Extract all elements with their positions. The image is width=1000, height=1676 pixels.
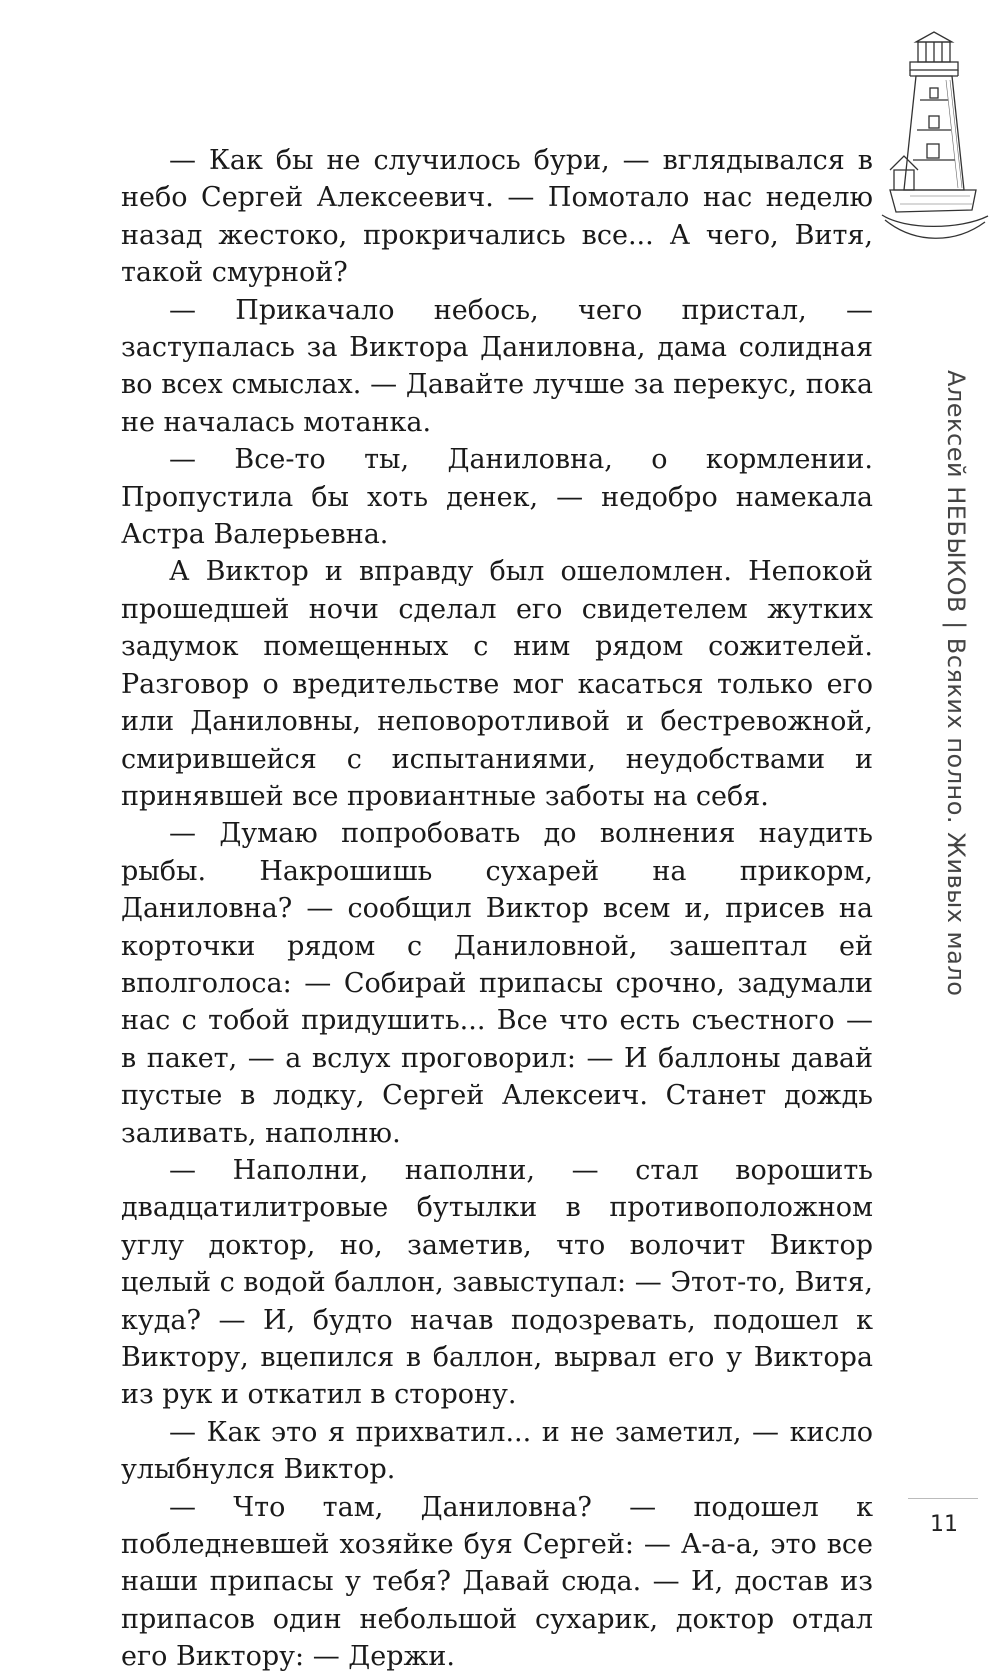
page-number-rule — [908, 1498, 978, 1499]
paragraph: — Думаю попробовать до волнения наудить рыбы. Накрошишь сухарей на прикорм, Даниловна? — сообщил Виктор всем и, присев на корточки рядом с Даниловной, зашептал ей вполголоса: — Собирай припасы срочно, задумали нас с тобой придушить... Все что есть съестного — в пакет, — а вслух проговорил: — И баллоны давай пустые в лодку, Сергей Алексеич. Станет дождь заливать, наполню. — [121, 818, 873, 1149]
paragraph: — Прикачало небось, чего пристал, — заступалась за Виктора Даниловна, дама солидная во всех смыслах. — Давайте лучше за перекус, пока не началась мотанка. — [121, 294, 873, 438]
paragraph: — Все-то ты, Даниловна, о кормлении. Пропустила бы хоть денек, — недобро намекала Астра Валерьевна. — [121, 444, 873, 551]
lighthouse-illustration — [880, 30, 990, 245]
paragraph: — Как это я прихватил... и не заметил, — кисло улыбнулся Виктор. — [121, 1416, 873, 1486]
paragraph: А Виктор и вправду был ошеломлен. Непокой прошедшей ночи сделал его свидетелем жутких задумок помещенных с ним рядом сожителей. Разговор о вредительстве мог касаться только его или Даниловны, неповоротливой и бестревожной, смирившейся с испытаниями, неудобствами и принявшей все провиантные заботы на себя. — [121, 556, 873, 812]
body-text — [121, 142, 873, 1676]
page-number: 11 — [930, 1512, 958, 1537]
paragraph: — Как бы не случилось бури, — вглядывался в небо Сергей Алексеевич. — Помотало нас неделю назад жестоко, прокричались все... А чего, Витя, такой смурной? — [121, 145, 873, 289]
paragraph: — Что там, Даниловна? — подошел к побледневшей хозяйке буя Сергей: — А-а-а, это все наши припасы у тебя? Давай сюда. — И, достав из припасов один небольшой сухарик, доктор отдал его Виктору: — Держи. — [121, 1491, 873, 1673]
paragraph: — Наполни, наполни, — стал ворошить двадцатилитровые бутылки в противоположном углу доктор, но, заметив, что волочит Виктор целый с водой баллон, завыступал: — Этот-то, Витя, куда? — И, будто начав подозревать, подошел к Виктору, вцепился в баллон, вырвал его у Виктора из рук и откатил в сторону. — [121, 1154, 873, 1411]
running-head: Алексей НЕБЫКОВ | Всяких полно. Живых мало — [942, 370, 970, 997]
